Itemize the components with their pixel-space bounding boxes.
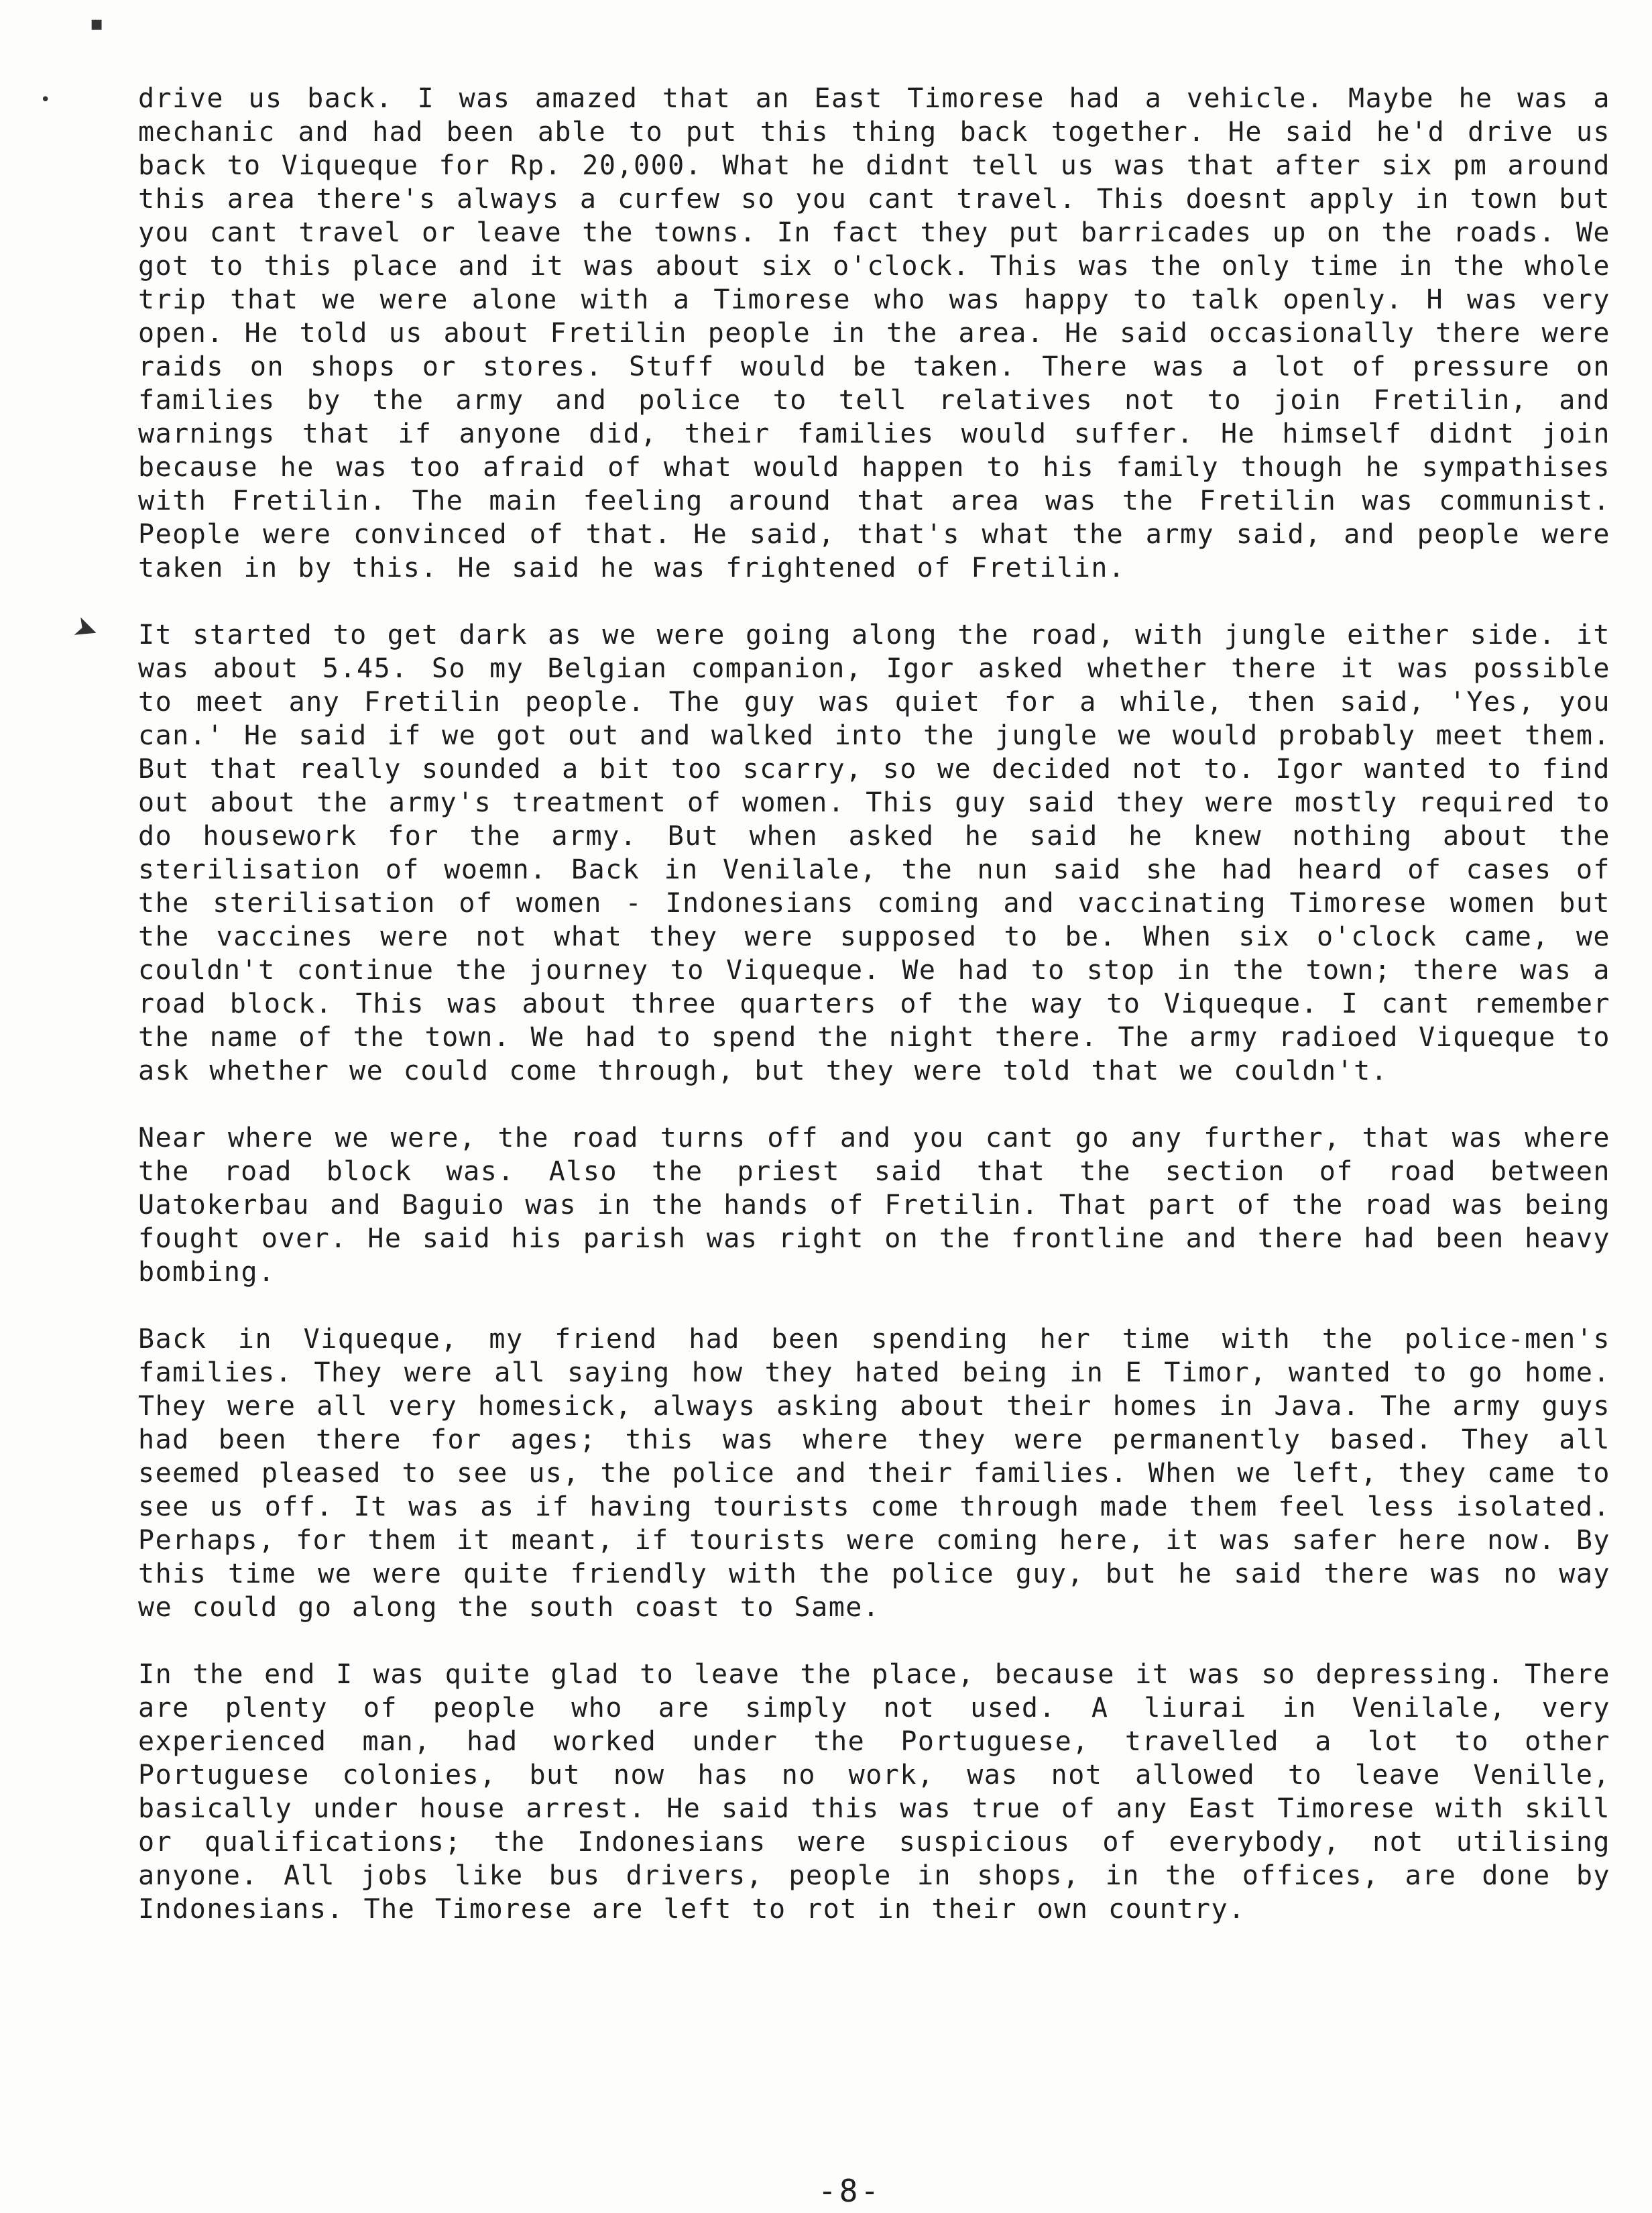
paragraph-1: drive us back. I was amazed that an East Timorese had a vehicle. Maybe he was a mechanic and had been able to put this thing back together. He said he'd drive us back to Viqueque for Rp. 20,000. What he didnt tell us was that after six pm around this area there's always a curfew so you cant travel. This doesnt apply in town but you cant travel or leave the towns. In fact they put barricades up on the roads. We got to this place and it was about six o'clock. This was the only time in the whole trip that we were alone with a Timorese who was happy to talk openly. H was very open. He told us about Fretilin people in the area. He said occasionally there were raids on shops or stores. Stuff would be taken. There was a lot of pressure on families by the army and police to tell relatives not to join Fretilin, and warnings that if anyone did, their families would suffer. He himself didnt join because he was too afraid of what would happen to his family though he sympathises with Fretilin. The main feeling around that area was the Fretilin was communist. People were convinced of that. He said, that's what the army said, and people were taken in by this. He said he was frightened of Fretilin.: [138, 83, 1610, 583]
paragraph-5: In the end I was quite glad to leave the place, because it was so depressing. There are plenty of people who are simply not used. A liurai in Venilale, very experienced man, had worked under the Portuguese, travelled a lot to other Portuguese colonies, but now has no work, was not allowed to leave Venille, basically under house arrest. He said this was true of any East Timorese with skill or qualifications; the Indonesians were suspicious of everybody, not utilising anyone. All jobs like bus drivers, people in shops, in the offices, are done by Indonesians. The Timorese are left to rot in their own country.: [138, 1659, 1610, 1925]
margin-dot-mark: ▪: [90, 12, 104, 36]
page-number: -8-: [818, 2173, 882, 2209]
margin-bullet-mark: •: [40, 90, 51, 110]
paragraph-2: It started to get dark as we were going along the road, with jungle either side. it was about 5.45. So my Belgian companion, Igor asked whether there it was possible to meet any Fretilin people. The guy was quiet for a while, then said, 'Yes, you can.' He said if we got out and walked into the jungle we would probably meet them. But that really sounded a bit too scarry, so we decided not to. Igor wanted to find out about the army's treatment of women. This guy said they were mostly required to do housework for the army. But when asked he said he knew nothing about the sterilisation of woemn. Back in Venilale, the nun said she had heard of cases of the sterilisation of women - Indonesians coming and vaccinating Timorese women but the vaccines were not what they were supposed to be. When six o'clock came, we couldn't continue the journey to Viqueque. We had to stop in the town; there was a road block. This was about three quarters of the way to Viqueque. I cant remember the name of the town. We had to spend the night there. The army radioed Viqueque to ask whether we could come through, but they were told that we couldn't.: [138, 620, 1610, 1086]
margin-arrow-mark: ➤: [68, 608, 104, 649]
body-text: [138, 82, 1610, 1926]
paragraph-4: Back in Viqueque, my friend had been spending her time with the police-men's families. They were all saying how they hated being in E Timor, wanted to go home. They were all very homesick, always asking about their homes in Java. The army guys had been there for ages; this was where they were permanently based. They all seemed pleased to see us, the police and their families. When we left, they came to see us off. It was as if having tourists come through made them feel less isolated. Perhaps, for them it meant, if tourists were coming here, it was safer here now. By this time we were quite friendly with the police guy, but he said there was no way we could go along the south coast to Same.: [138, 1324, 1610, 1623]
paragraph-3: Near where we were, the road turns off and you cant go any further, that was where the road block was. Also the priest said that the section of road between Uatokerbau and Baguio was in the hands of Fretilin. That part of the road was being fought over. He said his parish was right on the frontline and there had been heavy bombing.: [138, 1123, 1610, 1288]
